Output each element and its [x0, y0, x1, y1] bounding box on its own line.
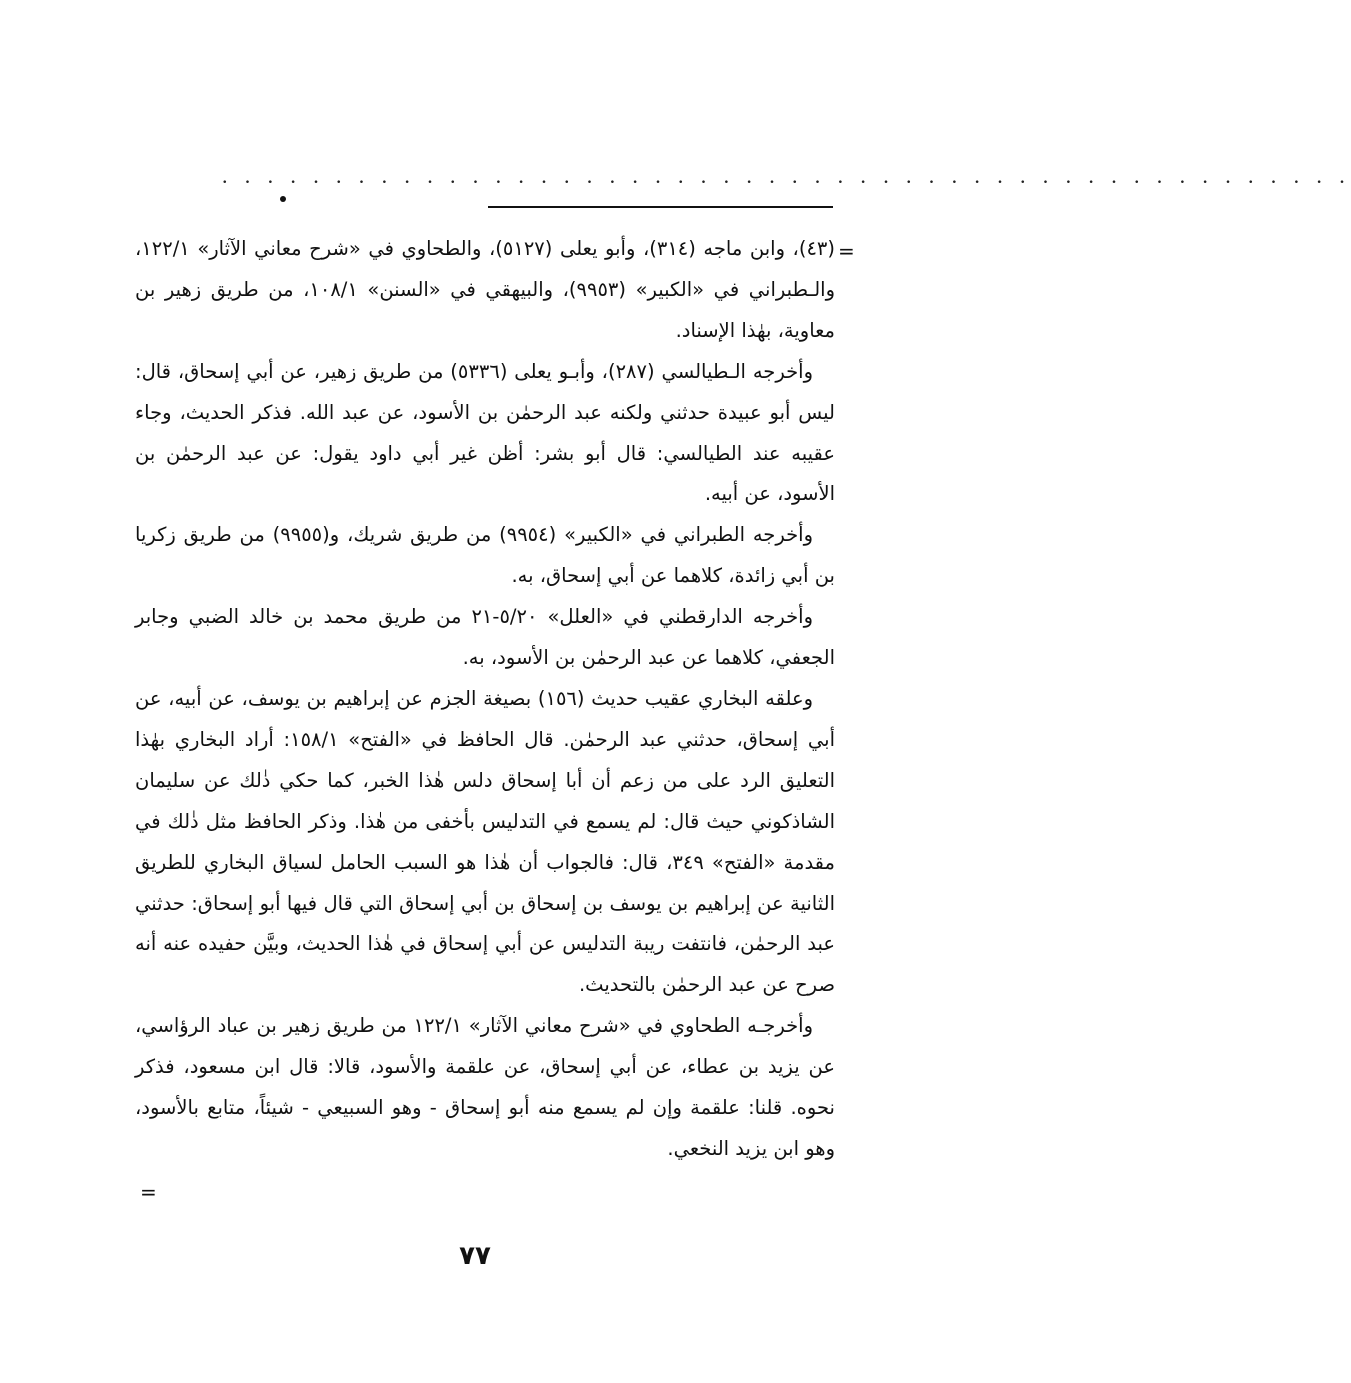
footnote-paragraph: (٤٣)، وابن ماجه (٣١٤)، وأبو يعلى (٥١٢٧)، والطحاوي في «شرح معاني الآثار» ١٢٢/١، والـطبراني في «الكبير» (٩٩٥٣)، والبيهقي في «السنن» ١٠٨/١، من طريق زهير بن معاوية، بهٰذا الإسناد. — [135, 237, 835, 342]
footnote-rule — [488, 206, 833, 208]
footnote-paragraph: وأخرجه الـطيالسي (٢٨٧)، وأبـو يعلى (٥٣٣٦) من طريق زهير، عن أبي إسحاق، قال: ليس أبو عبيدة حدثني ولكنه عبد الرحمٰن بن الأسود، عن عبد الله. فذكر الحديث، وجاء عقيبه عند الطيالسي: قال أبو بشر: أظن غير أبي داود يقول: عن عبد الرحمٰن بن الأسود، عن أبيه. — [135, 359, 835, 506]
footnote-paragraph: وأخرجه الطبراني في «الكبير» (٩٩٥٤) من طريق شريك، و(٩٩٥٥) من طريق زكريا بن أبي زائدة، كلاهما عن أبي إسحاق، به. — [135, 523, 835, 588]
continuation-mark-start: = — [838, 239, 855, 263]
footnote-paragraph: وأخرجـه الطحاوي في «شرح معاني الآثار» ١٢٢/١ من طريق زهير بن عباد الرؤاسي، عن يزيد بن عطاء، عن أبي إسحاق، عن علقمة والأسود، قالا: قال ابن مسعود، فذكر نحوه. قلنا: علقمة وإن لم يسمع منه أبو إسحاق - وهو السبيعي - شيئاً، متابع بالأسود، وهو ابن يزيد النخعي. — [135, 1014, 835, 1160]
separator-dots: . . . . . . . . . . . . . . . . . . . . . . . . . . . . . . . . . . . . . . . . . . . . . . . . . . — [222, 163, 1351, 188]
page-number: ٧٧ — [459, 1241, 491, 1271]
footnote-body — [135, 229, 835, 1170]
continuation-mark-end: = — [140, 1180, 157, 1204]
footnote-paragraph: وأخرجه الدارقطني في «العلل» ٥/٢٠-٢١ من طريق محمد بن خالد الضبي وجابر الجعفي، كلاهما عن عبد الرحمٰن بن الأسود، به. — [135, 605, 835, 670]
footnote-paragraph: وعلقه البخاري عقيب حديث (١٥٦) بصيغة الجزم عن إبراهيم بن يوسف، عن أبيه، عن أبي إسحاق، حدثني عبد الرحمٰن. قال الحافظ في «الفتح» ١٥٨/١: أراد البخاري بهٰذا التعليق الرد على من زعم أن أبا إسحاق دلس هٰذا الخبر، كما حكي ذٰلك عن سليمان الشاذكوني حيث قال: لم يسمع في التدليس بأخفى من هٰذا. وذكر الحافظ مثل ذٰلك في مقدمة «الفتح» ٣٤٩، قال: فالجواب أن هٰذا هو السبب الحامل لسياق البخاري للطريق الثانية عن إبراهيم بن يوسف بن إسحاق بن أبي إسحاق التي قال فيها أبو إسحاق: حدثني عبد الرحمٰن، فانتفت ريبة التدليس عن أبي إسحاق في هٰذا الحديث، وبيَّن حفيده عنه أنه صرح عن عبد الرحمٰن بالتحديث. — [135, 686, 835, 997]
separator-mark — [280, 196, 286, 202]
